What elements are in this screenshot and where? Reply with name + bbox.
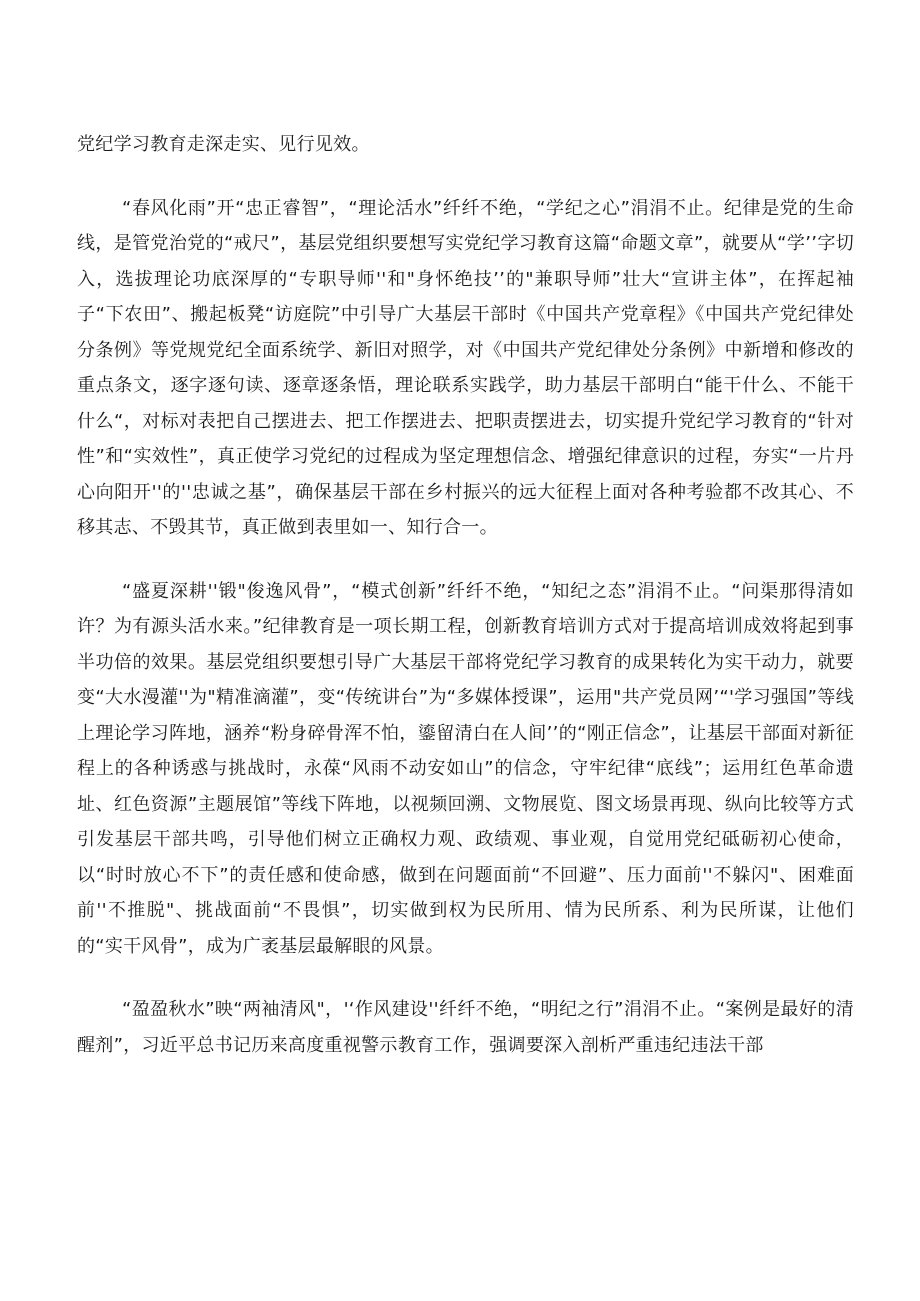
paragraph-continuation: 党纪学习教育走深走实、见行见效。 (77, 134, 370, 155)
document-body (77, 127, 854, 1091)
paragraph-spring: “春风化雨”开“忠正睿智”，“理论活水”纤纤不绝，“学纪之心”涓涓不止。纪律是党的生命线，是管党治党的“戒尺”，基层党组织要想写实党纪学习教育这篇“命题文章”，就要从“学’’字切入，选拔理论功底深厚的“专职导师''和"身怀绝技’’的"兼职导师”壮大“宣讲主体”，在挥起袖子“下农田”、搬起板凳“访庭院”中引导广大基层干部时《中国共产党章程》《中国共产党纪律处分条例》等党规党纪全面系统学、新旧对照学，对《中国共产党纪律处分条例》中新增和修改的重点条文，逐字逐句读、逐章逐条悟，理论联系实践学，助力基层干部明白“能干什么、不能干什么“，对标对表把自己摆进去、把工作摆进去、把职责摆进去，切实提升党纪学习教育的“针对性”和“实效性”，真正使学习党纪的过程成为坚定理想信念、增强纪律意识的过程，夯实“一片丹心向阳开''的''忠诚之基”，确保基层干部在乡村振兴的远大征程上面对各种考验都不改其心、不移其志、不毁其节，真正做到表里如一、知行合一。 (77, 197, 854, 538)
paragraph-summer: “盛夏深耕''锻"俊逸风骨”，“模式创新”纤纤不绝，“知纪之态”涓涓不止。“问渠那得清如许？为有源头活水来。”纪律教育是一项长期工程，创新教育培训方式对于提高培训成效将起到事半功倍的效果。基层党组织要想引导广大基层干部将党纪学习教育的成果转化为实干动力，就要变“大水漫灌''为"精准滴灌”，变“传统讲台”为“多媒体授课”，运用"共产党员网’“'学习强国”等线上理论学习阵地，涵养“粉身碎骨浑不怕，鎏留清白在人间’’的“刚正信念”，让基层干部面对新征程上的各种诱惑与挑战时，永葆“风雨不动安如山”的信念，守牢纪律“底线”；运用红色革命遗址、红色资源”主题展馆”等线下阵地，以视频回溯、文物展览、图文场景再现、纵向比较等方式引发基层干部共鸣，引导他们树立正确权力观、政绩观、事业观，自觉用党纪砥砺初心使命，以“时时放心不下”的责任感和使命感，做到在问题面前“不回避”、压力面前''不躲闪"、困难面前''不推脱"、挑战面前“不畏惧”，切实做到权为民所用、情为民所系、利为民所谋，让他们的“实干风骨”，成为广袤基层最解眼的风景。 (77, 580, 854, 957)
paragraph-autumn: “盈盈秋水”映“两袖清风"，'‘作风建设''纤纤不绝，“明纪之行”涓涓不止。“案例是最好的清醒剂”，习近平总书记历来高度重视警示教育工作，强调要深入剖析严重违纪违法干部 (77, 999, 854, 1056)
